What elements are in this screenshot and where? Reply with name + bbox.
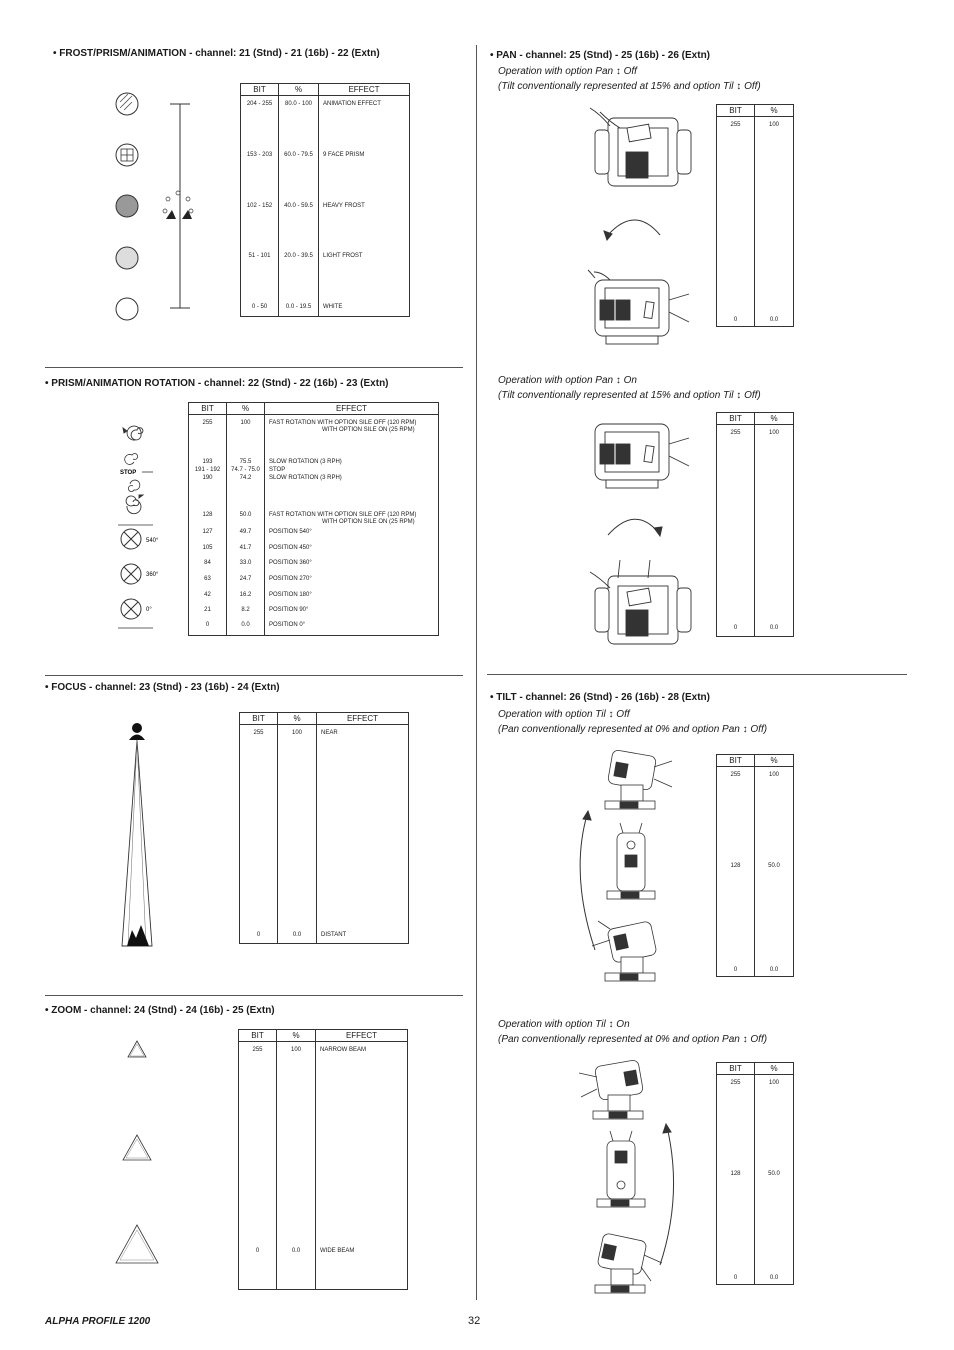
pan-on-line2: (Tilt conventionally represented at 15% and option Til ↕ Off) bbox=[498, 390, 761, 401]
zoom-header-bit: BIT bbox=[239, 1030, 277, 1042]
divider-focus-zoom bbox=[45, 995, 463, 996]
rotation-bit-3: 190 bbox=[202, 475, 213, 481]
tilt-on-bit-bottom: 0 bbox=[733, 1275, 738, 1281]
light-frost-icon bbox=[116, 247, 138, 269]
divider-rotation-focus bbox=[45, 675, 463, 676]
focus-header-effect: EFFECT bbox=[317, 713, 409, 725]
pan-off-line2: (Tilt conventionally represented at 15% and option Til ↕ Off) bbox=[498, 81, 761, 92]
tilt-off-bit-top: 255 bbox=[730, 772, 741, 778]
focus-effect-top: NEAR bbox=[321, 730, 338, 736]
frost-pct-2: 40.0 - 59.5 bbox=[284, 203, 313, 209]
rotation-pct-7: 33.0 bbox=[239, 560, 252, 566]
zoom-bit-top: 255 bbox=[252, 1047, 263, 1053]
zoom-bit-bottom: 0 bbox=[255, 1248, 260, 1254]
pan-title: • PAN - channel: 25 (Stnd) - 25 (16b) - 26 (Extn) bbox=[490, 50, 711, 61]
tilt-off-header-bit: BIT bbox=[717, 755, 755, 767]
moving-head-top-view-icon bbox=[590, 560, 691, 644]
tilt-mid-head-icon bbox=[597, 1131, 645, 1207]
pan-off-bit-bottom: 0 bbox=[733, 317, 738, 323]
rotation-pct-0: 100 bbox=[240, 420, 251, 426]
frost-effect-1: 9 FACE PRISM bbox=[323, 152, 365, 158]
pan-off-pct-bottom: 0.0 bbox=[769, 317, 779, 323]
frost-header-effect: EFFECT bbox=[319, 84, 410, 96]
frost-effect-4: WHITE bbox=[323, 304, 343, 310]
rotation-effect-2: STOP bbox=[269, 467, 286, 473]
tilt-down-head-icon bbox=[595, 1233, 662, 1293]
tilt-off-pct-bottom: 0.0 bbox=[769, 967, 779, 973]
rotation-pct-3: 74.2 bbox=[239, 475, 252, 481]
rotation-pct-6: 41.7 bbox=[239, 545, 252, 551]
tilt-on-pct-top: 100 bbox=[768, 1080, 779, 1086]
focus-bit-bottom: 0 bbox=[256, 932, 261, 938]
pan-off-header-pct: % bbox=[755, 105, 794, 117]
frost-scale-icon bbox=[163, 104, 193, 308]
angle-360-label: 360° bbox=[146, 572, 159, 578]
rotation-bit-7: 84 bbox=[204, 560, 211, 566]
rotation-pct-4: 50.0 bbox=[239, 512, 252, 518]
rotation-bit-11: 0 bbox=[205, 622, 210, 628]
rotation-effect-10: POSITION 90° bbox=[269, 607, 309, 613]
tilt-off-header-pct: % bbox=[755, 755, 794, 767]
tilt-on-header-pct: % bbox=[755, 1063, 794, 1075]
rotation-pct-11: 0.0 bbox=[241, 622, 250, 628]
rotation-pct-9: 16.2 bbox=[239, 592, 252, 598]
tilt-on-header-bit: BIT bbox=[717, 1063, 755, 1075]
spiral-ccw-icon bbox=[126, 495, 143, 514]
heavy-frost-icon bbox=[116, 195, 138, 217]
frost-pct-0: 80.0 - 100 bbox=[284, 101, 313, 107]
zoom-pct-top: 100 bbox=[290, 1047, 301, 1053]
divider-pan-tilt bbox=[487, 674, 907, 675]
focus-bit-top: 255 bbox=[253, 730, 264, 736]
tilt-on-table bbox=[716, 1062, 794, 1285]
pan-on-table bbox=[716, 412, 794, 637]
tilt-off-bit-bottom: 0 bbox=[733, 967, 738, 973]
focus-beam-icon bbox=[118, 720, 158, 950]
tilt-on-pct-bottom: 0.0 bbox=[769, 1275, 779, 1281]
rotation-bit-4: 128 bbox=[202, 512, 213, 518]
frost-effect-0: ANIMATION EFFECT bbox=[323, 101, 381, 107]
rotation-bit-8: 63 bbox=[204, 576, 211, 582]
rotation-effect-0: FAST ROTATION WITH OPTION SILE OFF (120 RPM) bbox=[269, 420, 417, 426]
frost-table bbox=[240, 83, 410, 317]
zoom-effect-bottom: WIDE BEAM bbox=[320, 1248, 355, 1254]
angle-540-label: 540° bbox=[146, 538, 159, 544]
tilt-on-line2: (Pan conventionally represented at 0% and option Pan ↕ Off) bbox=[498, 1034, 768, 1045]
focus-pct-bottom: 0.0 bbox=[292, 932, 302, 938]
footer-product-name: ALPHA PROFILE 1200 bbox=[45, 1316, 151, 1327]
frost-bit-4: 0 - 50 bbox=[251, 304, 268, 310]
wide-beam-icon bbox=[116, 1225, 158, 1263]
spiral-small-icon bbox=[125, 453, 138, 464]
focus-header-pct: % bbox=[278, 713, 317, 725]
frost-title: • FROST/PRISM/ANIMATION - channel: 21 (Stnd) - 21 (16b) - 22 (Extn) bbox=[53, 48, 380, 59]
focus-title: • FOCUS - channel: 23 (Stnd) - 23 (16b) - 24 (Extn) bbox=[45, 682, 280, 693]
frost-pct-4: 0.0 - 19.5 bbox=[285, 304, 312, 310]
tilt-arrow-icon bbox=[660, 1124, 674, 1265]
frost-effect-3: LIGHT FROST bbox=[323, 253, 363, 259]
zoom-icons bbox=[112, 1035, 162, 1275]
frost-bit-0: 204 - 255 bbox=[246, 101, 273, 107]
narrow-beam-icon bbox=[128, 1041, 146, 1057]
rotation-bit-9: 42 bbox=[204, 592, 211, 598]
pan-on-header-bit: BIT bbox=[717, 413, 755, 425]
medium-beam-icon bbox=[123, 1135, 151, 1160]
tilt-off-pct-mid: 50.0 bbox=[768, 863, 780, 869]
rotation-title: • PRISM/ANIMATION ROTATION - channel: 22 (Stnd) - 22 (16b) - 23 (Extn) bbox=[45, 378, 389, 389]
angle-0-label: 0° bbox=[146, 607, 152, 613]
person-near-icon bbox=[129, 723, 145, 740]
frost-bit-3: 51 - 101 bbox=[248, 253, 271, 259]
pan-on-pct-top: 100 bbox=[768, 430, 779, 436]
pan-off-diagram bbox=[590, 100, 700, 350]
tilt-on-line1: Operation with option Til ↕ On bbox=[498, 1019, 630, 1030]
spiral-cw-icon bbox=[123, 426, 143, 440]
rotation-bit-6: 105 bbox=[202, 545, 213, 551]
frost-bit-1: 153 - 203 bbox=[246, 152, 273, 158]
pan-off-header-bit: BIT bbox=[717, 105, 755, 117]
zoom-pct-bottom: 0.0 bbox=[291, 1248, 301, 1254]
rotation-effect-9: POSITION 180° bbox=[269, 592, 312, 598]
stop-label: STOP bbox=[120, 470, 137, 476]
pan-off-line1: Operation with option Pan ↕ Off bbox=[498, 66, 637, 77]
focus-effect-bottom: DISTANT bbox=[321, 932, 347, 938]
tilt-off-line1: Operation with option Til ↕ Off bbox=[498, 709, 630, 720]
rotation-ccw-arrow-icon bbox=[604, 220, 660, 240]
rotation-cw-arrow-icon bbox=[608, 519, 662, 536]
rotation-bit-1: 193 bbox=[202, 459, 213, 465]
frost-pct-3: 20.0 - 39.5 bbox=[284, 253, 313, 259]
focus-pct-top: 100 bbox=[291, 730, 302, 736]
rotation-effect-4: FAST ROTATION WITH OPTION SILE OFF (120 RPM) bbox=[269, 512, 417, 518]
pan-on-diagram bbox=[590, 410, 700, 660]
pan-on-bit-top: 255 bbox=[730, 430, 741, 436]
rotation-effect-11: POSITION 0° bbox=[269, 622, 306, 628]
rotation-effect-0b: WITH OPTION SILE ON (25 RPM) bbox=[322, 427, 415, 433]
rotation-header-bit: BIT bbox=[189, 403, 227, 415]
rotation-bit-0: 255 bbox=[202, 420, 213, 426]
focus-table bbox=[239, 712, 409, 944]
moving-head-top-view-icon bbox=[590, 108, 691, 186]
pan-off-table bbox=[716, 104, 794, 327]
pan-on-line1: Operation with option Pan ↕ On bbox=[498, 375, 637, 386]
zoom-header-effect: EFFECT bbox=[316, 1030, 408, 1042]
tilt-up-head-icon bbox=[605, 749, 672, 809]
pan-off-bit-top: 255 bbox=[730, 122, 741, 128]
rotation-header-effect: EFFECT bbox=[265, 403, 439, 415]
rotation-pct-5: 49.7 bbox=[239, 529, 252, 535]
position-540-icon bbox=[121, 529, 141, 549]
tilt-mid-head-icon bbox=[607, 823, 655, 899]
rotation-header-pct: % bbox=[227, 403, 265, 415]
tilt-off-pct-top: 100 bbox=[768, 772, 779, 778]
rotation-effect-8: POSITION 270° bbox=[269, 576, 312, 582]
moving-head-side-view-icon bbox=[588, 270, 689, 344]
pan-on-bit-bottom: 0 bbox=[733, 625, 738, 631]
rotation-pct-2: 74.7 - 75.0 bbox=[231, 467, 260, 473]
position-0-icon bbox=[121, 599, 141, 619]
focus-header-bit: BIT bbox=[240, 713, 278, 725]
rotation-effect-1: SLOW ROTATION (3 RPH) bbox=[269, 459, 342, 465]
animation-effect-icon bbox=[116, 93, 138, 115]
rotation-effect-7: POSITION 360° bbox=[269, 560, 312, 566]
frost-header-bit: BIT bbox=[241, 84, 279, 96]
rotation-table bbox=[188, 402, 439, 636]
rotation-bit-10: 21 bbox=[204, 607, 211, 613]
frost-bit-2: 102 - 152 bbox=[246, 203, 273, 209]
tilt-arrow-icon bbox=[580, 811, 595, 950]
tilt-up-head-icon bbox=[579, 1059, 644, 1119]
tilt-off-diagram bbox=[565, 745, 675, 985]
prism-9-face-icon bbox=[116, 144, 138, 166]
rotation-bit-5: 127 bbox=[202, 529, 213, 535]
zoom-header-pct: % bbox=[277, 1030, 316, 1042]
tilt-off-line2: (Pan conventionally represented at 0% and option Pan ↕ Off) bbox=[498, 724, 768, 735]
frost-header-pct: % bbox=[279, 84, 319, 96]
pan-on-header-pct: % bbox=[755, 413, 794, 425]
moving-head-side-view-icon bbox=[595, 424, 689, 488]
tilt-on-bit-top: 255 bbox=[730, 1080, 741, 1086]
rotation-pct-8: 24.7 bbox=[239, 576, 252, 582]
tilt-off-bit-mid: 128 bbox=[730, 863, 741, 869]
frost-effect-2: HEAVY FROST bbox=[323, 203, 365, 209]
page-number: 32 bbox=[468, 1315, 481, 1327]
tilt-on-bit-mid: 128 bbox=[730, 1171, 741, 1177]
tilt-on-pct-mid: 50.0 bbox=[768, 1171, 780, 1177]
rotation-effect-3: SLOW ROTATION (3 RPH) bbox=[269, 475, 342, 481]
pan-on-pct-bottom: 0.0 bbox=[769, 625, 779, 631]
pan-off-pct-top: 100 bbox=[768, 122, 779, 128]
position-360-icon bbox=[121, 564, 141, 584]
center-divider bbox=[476, 45, 477, 1300]
zoom-effect-top: NARROW BEAM bbox=[320, 1047, 367, 1053]
tilt-on-diagram bbox=[575, 1055, 685, 1305]
rotation-effect-5: POSITION 540° bbox=[269, 529, 312, 535]
zoom-table bbox=[238, 1029, 408, 1290]
rotation-effect-4b: WITH OPTION SILE ON (25 RPM) bbox=[322, 519, 415, 525]
frost-pct-1: 60.0 - 79.5 bbox=[284, 152, 313, 158]
rotation-pct-10: 8.2 bbox=[241, 607, 250, 613]
spiral-small-ccw-icon bbox=[128, 480, 139, 491]
rotation-icons bbox=[115, 418, 185, 638]
divider-frost-rotation bbox=[45, 367, 463, 368]
tilt-off-table bbox=[716, 754, 794, 977]
zoom-title: • ZOOM - channel: 24 (Stnd) - 24 (16b) - 25 (Extn) bbox=[45, 1005, 275, 1016]
rotation-effect-6: POSITION 450° bbox=[269, 545, 312, 551]
tilt-down-head-icon bbox=[592, 921, 657, 981]
rotation-pct-1: 75.5 bbox=[239, 459, 252, 465]
tilt-title: • TILT - channel: 26 (Stnd) - 26 (16b) - 28 (Extn) bbox=[490, 692, 710, 703]
white-icon bbox=[116, 298, 138, 320]
rotation-bit-2: 191 - 192 bbox=[194, 467, 221, 473]
